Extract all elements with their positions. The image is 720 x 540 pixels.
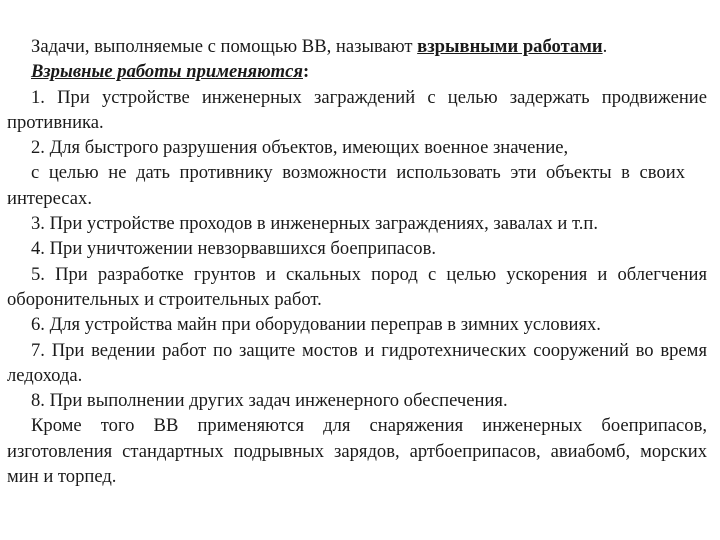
list-item-4: 4. При уничтожении невзорвавшихся боеприпасов. xyxy=(31,238,437,260)
list-item-1: 1. При устройстве инженерных заграждений с целью задержать продвижение противника. xyxy=(7,86,707,133)
heading-colon: : xyxy=(302,61,310,83)
continuation-start: с целью не дать противнику возможности использовать эти объекты в своих xyxy=(31,162,685,184)
intro-text: Задачи, выполняемые с помощью ВВ, называют xyxy=(31,36,418,57)
list-item-8: 8. При выполнении других задач инженерного обеспечения. xyxy=(31,390,508,412)
intro-period: . xyxy=(602,36,608,57)
list-item-2: 2. Для быстрого разрушения объектов, имеющих военное значение, xyxy=(31,137,569,159)
list-item-5: 5. При разработке грунтов и скальных пород с целью ускорения и облегчения оборонительных и строительных работ. xyxy=(7,263,707,310)
term-blasting-works: взрывными работами xyxy=(417,36,603,57)
list-item-2-continuation xyxy=(7,160,707,211)
section-heading xyxy=(7,59,707,84)
list-item-3: 3. При устройстве проходов в инженерных заграждениях, завалах и т.п. xyxy=(31,213,598,235)
intro-paragraph xyxy=(7,34,707,59)
closing-paragraph: Кроме того ВВ применяются для снаряжения инженерных боеприпасов, изготовления стандартных подрывных зарядов, артбоеприпасов, авиабомб, морских мин и торпед. xyxy=(7,415,707,488)
document-body xyxy=(7,34,707,489)
list-item-6: 6. Для устройства майн при оборудовании переправ в зимних условиях. xyxy=(31,314,601,336)
list-item-7: 7. При ведении работ по защите мостов и гидротехнических сооружений во время ледохода. xyxy=(7,339,707,386)
continuation-end: интересах. xyxy=(7,187,92,209)
heading-text: Взрывные работы применяются xyxy=(31,61,303,83)
